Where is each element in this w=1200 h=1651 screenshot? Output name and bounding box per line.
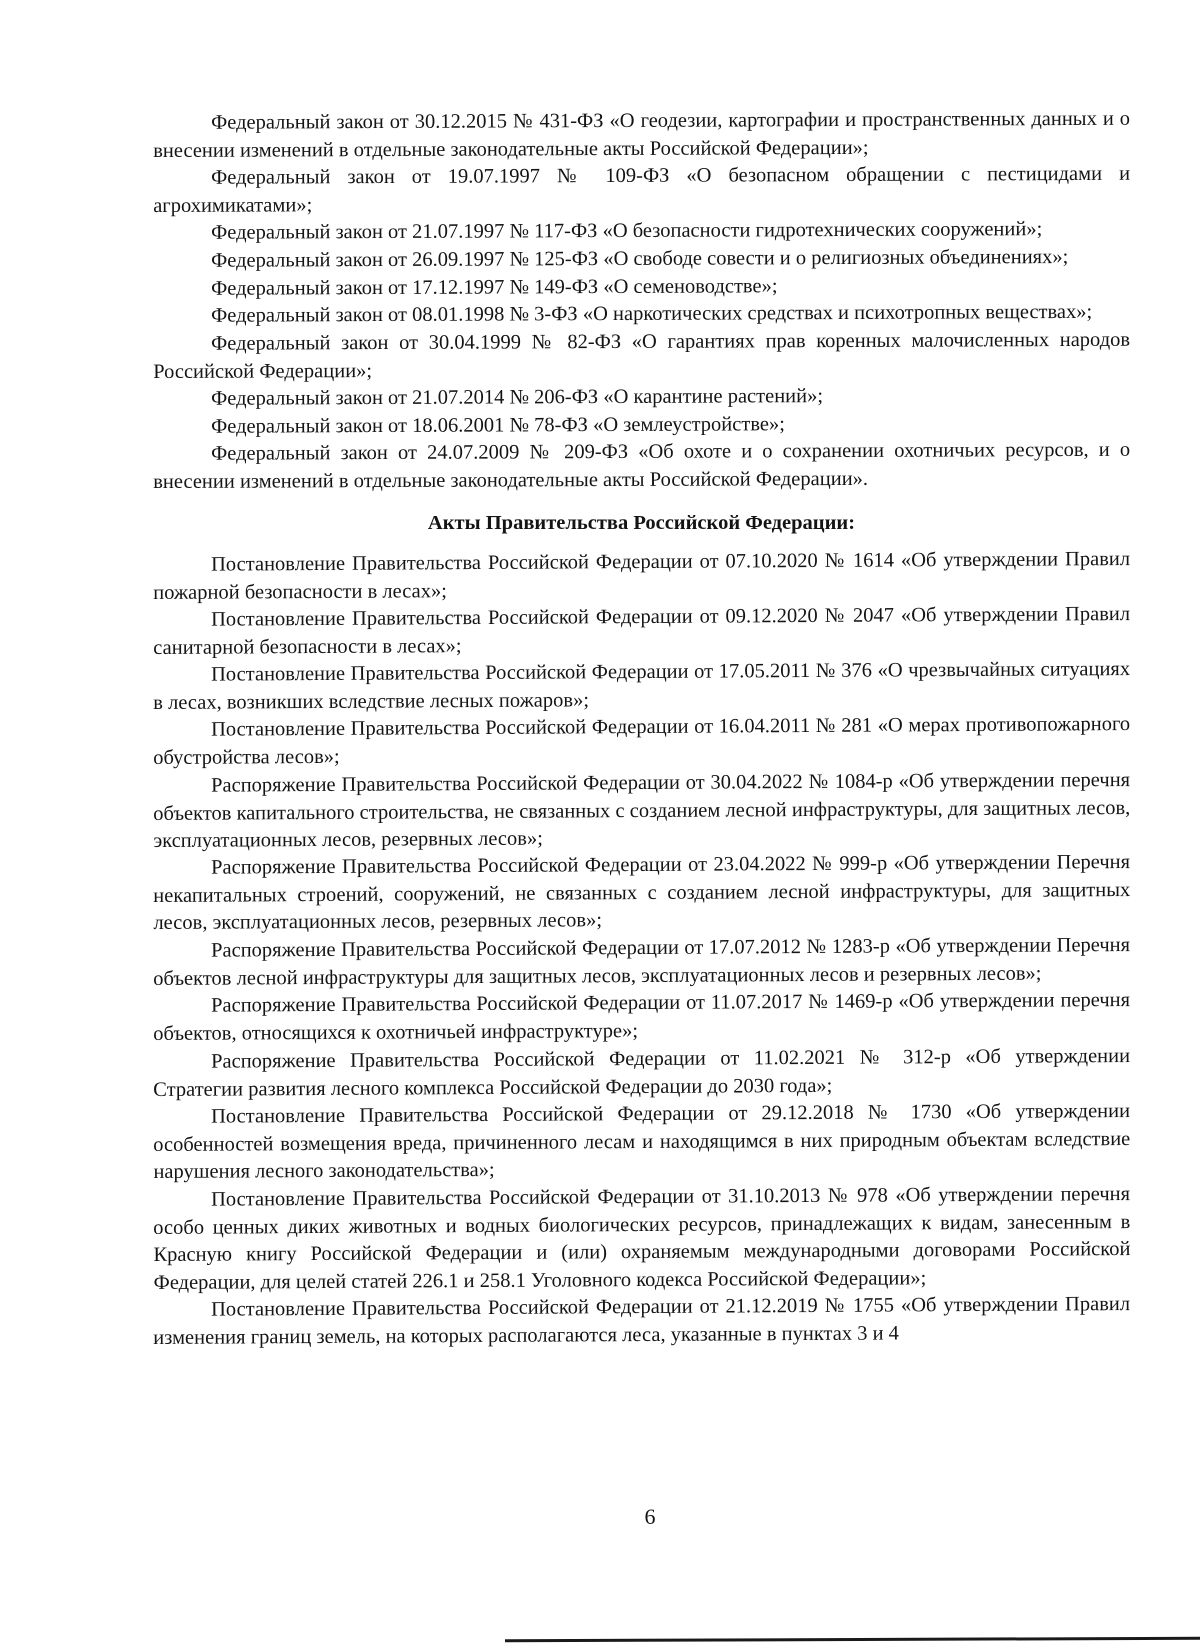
- law-paragraph: Федеральный закон от 26.09.1997 № 125-ФЗ «О свободе совести и о религиозных объединениях»;: [211, 245, 1069, 272]
- act-paragraph: Распоряжение Правительства Российской Федерации от 23.04.2022 № 999-р «Об утверждении Перечня некапитальных строений, сооружений, не связанных с созданием лесной инфраструктуры, для защитных лесов, эксплуатационных лесов, резервных лесов»;: [153, 851, 1131, 935]
- act-paragraph: Постановление Правительства Российской Федерации от 17.05.2011 № 376 «О чрезвычайных ситуациях в лесах, возникших вследствие лесных пожаров»;: [153, 658, 1131, 714]
- act-paragraph: Постановление Правительства Российской Федерации от 29.12.2018 № 1730 «Об утверждении особенностей возмещения вреда, причиненного лесам и находящимся в них природным объектам вследствие нарушения лесного законодательства»;: [153, 1099, 1131, 1183]
- law-paragraph: Федеральный закон от 08.01.1998 № 3-ФЗ «О наркотических средствах и психотропных веществах»;: [211, 301, 1093, 327]
- section-heading: Акты Правительства Российской Федерации:: [427, 512, 856, 535]
- document-body: [153, 107, 1131, 1352]
- act-paragraph: Постановление Правительства Российской Федерации от 16.04.2011 № 281 «О мерах противопожарного обустройства лесов»;: [153, 713, 1131, 770]
- law-paragraph: Федеральный закон от 17.12.1997 № 149-ФЗ «О семеноводстве»;: [211, 274, 778, 300]
- page-number: 6: [644, 1504, 656, 1529]
- law-paragraph: Федеральный закон от 30.04.1999 № 82-ФЗ «О гарантиях прав коренных малочисленных народов Российской Федерации»;: [153, 328, 1131, 383]
- act-paragraph: Постановление Правительства Российской Федерации от 09.12.2020 № 2047 «Об утверждении Правил санитарной безопасности в лесах»;: [153, 603, 1131, 659]
- act-paragraph: Постановление Правительства Российской Федерации от 07.10.2020 № 1614 «Об утверждении Правил пожарной безопасности в лесах»;: [153, 547, 1131, 604]
- act-paragraph: Постановление Правительства Российской Федерации от 21.12.2019 № 1755 «Об утверждении Правил изменения границ земель, на которых располагаются леса, указанные в пунктах 3 и 4: [153, 1292, 1131, 1349]
- act-paragraph: Распоряжение Правительства Российской Федерации от 11.07.2017 № 1469-р «Об утверждении перечня объектов, относящихся к охотничьей инфраструктуре»;: [153, 989, 1131, 1045]
- act-paragraph: Распоряжение Правительства Российской Федерации от 11.02.2021 № 312-р «Об утверждении Стратегии развития лесного комплекса Российской Федерации до 2030 года»;: [153, 1044, 1131, 1101]
- bottom-scan-edge-line: [505, 1637, 1200, 1642]
- law-paragraph: Федеральный закон от 24.07.2009 № 209-ФЗ «Об охоте и о сохранении охотничьих ресурсов, и о внесении изменений в отдельные законодательные акты Российской Федерации».: [153, 438, 1131, 493]
- law-paragraph: Федеральный закон от 19.07.1997 № 109-ФЗ «О безопасном обращении с пестицидами и агрохимикатами»;: [153, 162, 1131, 217]
- government-acts-list: [153, 547, 1131, 1352]
- act-paragraph: Распоряжение Правительства Российской Федерации от 30.04.2022 № 1084-р «Об утверждении перечня объектов капитального строительства, не связанных с созданием лесной инфраструктуры, для защитных лесов, эксплуатационных лесов, резервных лесов»;: [153, 768, 1131, 852]
- law-paragraph: Федеральный закон от 30.12.2015 № 431-ФЗ «О геодезии, картографии и пространственных данных и о внесении изменений в отдельные законодательные акты Российской Федерации»;: [153, 107, 1131, 162]
- federal-laws-list: [153, 107, 1131, 496]
- act-paragraph: Распоряжение Правительства Российской Федерации от 17.07.2012 № 1283-р «Об утверждении Перечня объектов лесной инфраструктуры для защитных лесов, эксплуатационных лесов и резервных лесов»;: [153, 934, 1131, 990]
- law-paragraph: Федеральный закон от 18.06.2001 № 78-ФЗ «О землеустройстве»;: [211, 412, 785, 438]
- law-paragraph: Федеральный закон от 21.07.1997 № 117-ФЗ «О безопасности гидротехнических сооружений»;: [211, 218, 1043, 245]
- act-paragraph: Постановление Правительства Российской Федерации от 31.10.2013 № 978 «Об утверждении перечня особо ценных диких животных и водных биологических ресурсов, принадлежащих к видам, занесенным в Красную книгу Российской Федерации и (или) охраняемым международными договорами Российской Федерации, для целей статей 226.1 и 258.1 Уголовного кодекса Российской Федерации»;: [153, 1182, 1131, 1294]
- law-paragraph: Федеральный закон от 21.07.2014 № 206-ФЗ «О карантине растений»;: [211, 385, 824, 410]
